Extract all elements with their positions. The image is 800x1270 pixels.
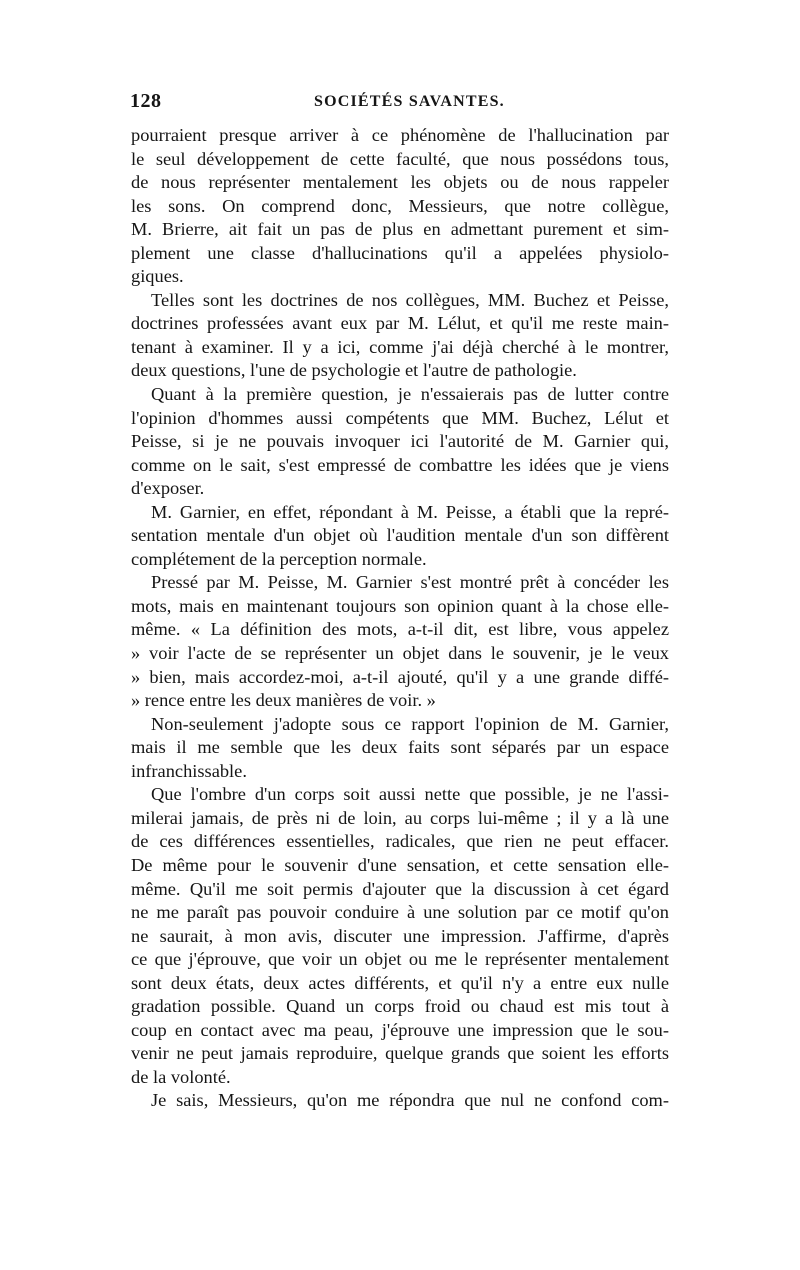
text-line: sont deux états, deux actes différents, et qu'il n'y a entre eux nulle bbox=[131, 972, 669, 993]
page-number: 128 bbox=[130, 90, 162, 112]
text-line: de la volonté. bbox=[131, 1066, 231, 1087]
text-line: le seul développement de cette faculté, que nous possédons tous, bbox=[131, 148, 669, 169]
text-line: plement une classe d'hallucinations qu'il a appelées physiolo- bbox=[131, 242, 669, 263]
text-line: mots, mais en maintenant toujours son opinion quant à la chose elle- bbox=[131, 595, 669, 616]
body-text bbox=[131, 124, 669, 1113]
text-line: coup en contact avec ma peau, j'éprouve une impression que le sou- bbox=[131, 1019, 669, 1040]
text-line: ne saurait, à mon avis, discuter une impression. J'affirme, d'après bbox=[131, 925, 669, 946]
text-line: venir ne peut jamais reproduire, quelque grands que soient les efforts bbox=[131, 1043, 669, 1064]
text-line: » rence entre les deux manières de voir. » bbox=[131, 690, 436, 711]
text-line: ce que j'éprouve, que voir un objet ou me le représenter mentalement bbox=[131, 949, 669, 970]
running-title: SOCIÉTÉS SAVANTES. bbox=[314, 93, 505, 110]
text-line: Telles sont les doctrines de nos collègues, MM. Buchez et Peisse, bbox=[151, 289, 669, 310]
text-line: deux questions, l'une de psychologie et l'autre de pathologie. bbox=[131, 360, 577, 381]
text-line: Peisse, si je ne pouvais invoquer ici l'autorité de M. Garnier qui, bbox=[131, 431, 669, 452]
text-line: de nous représenter mentalement les objets ou de nous rappeler bbox=[131, 172, 669, 193]
text-line: Non-seulement j'adopte sous ce rapport l'opinion de M. Garnier, bbox=[151, 713, 669, 734]
text-line: même. Qu'il me soit permis d'ajouter que la discussion à cet égard bbox=[131, 878, 669, 899]
text-line: M. Brierre, ait fait un pas de plus en admettant purement et sim- bbox=[131, 219, 669, 240]
text-line: gradation possible. Quand un corps froid ou chaud est mis tout à bbox=[131, 996, 669, 1017]
text-line: De même pour le souvenir d'une sensation, et cette sensation elle- bbox=[131, 854, 669, 875]
text-line: » bien, mais accordez-moi, a-t-il ajouté, qu'il y a une grande diffé- bbox=[131, 666, 669, 687]
text-line: doctrines professées avant eux par M. Lélut, et qu'il me reste main- bbox=[131, 313, 669, 334]
text-line: Que l'ombre d'un corps soit aussi nette que possible, je ne l'assi- bbox=[151, 784, 669, 805]
text-line: de ces différences essentielles, radicales, que rien ne peut effacer. bbox=[131, 831, 669, 852]
text-line: l'opinion d'hommes aussi compétents que MM. Buchez, Lélut et bbox=[131, 407, 669, 428]
text-line: Je sais, Messieurs, qu'on me répondra que nul ne confond com- bbox=[151, 1090, 669, 1111]
text-line: Quant à la première question, je n'essaierais pas de lutter contre bbox=[151, 384, 669, 405]
text-line: milerai jamais, de près ni de loin, au corps lui-même ; il y a là une bbox=[131, 807, 669, 828]
text-line: les sons. On comprend donc, Messieurs, que notre collègue, bbox=[131, 195, 669, 216]
text-line: d'exposer. bbox=[131, 478, 205, 499]
text-line: comme on le sait, s'est empressé de combattre les idées que je viens bbox=[131, 454, 669, 475]
text-line: Pressé par M. Peisse, M. Garnier s'est montré prêt à concéder les bbox=[151, 572, 669, 593]
text-line: infranchissable. bbox=[131, 760, 247, 781]
text-line: même. « La définition des mots, a-t-il dit, est libre, vous appelez bbox=[131, 619, 669, 640]
text-line: » voir l'acte de se représenter un objet dans le souvenir, je le veux bbox=[131, 643, 669, 664]
text-line: sentation mentale d'un objet où l'audition mentale d'un son diffèrent bbox=[131, 525, 669, 546]
text-line: M. Garnier, en effet, répondant à M. Peisse, a établi que la repré- bbox=[151, 501, 669, 522]
running-head bbox=[130, 90, 670, 116]
text-line: complétement de la perception normale. bbox=[131, 548, 427, 569]
text-line: mais il me semble que les deux faits sont séparés par un espace bbox=[131, 737, 669, 758]
text-line: giques. bbox=[131, 266, 184, 287]
text-line: pourraient presque arriver à ce phénomène de l'hallucination par bbox=[131, 125, 669, 145]
text-line: tenant à examiner. Il y a ici, comme j'ai déjà cherché à le montrer, bbox=[131, 336, 669, 357]
text-line: ne me paraît pas pouvoir conduire à une solution par ce motif qu'on bbox=[131, 902, 669, 923]
